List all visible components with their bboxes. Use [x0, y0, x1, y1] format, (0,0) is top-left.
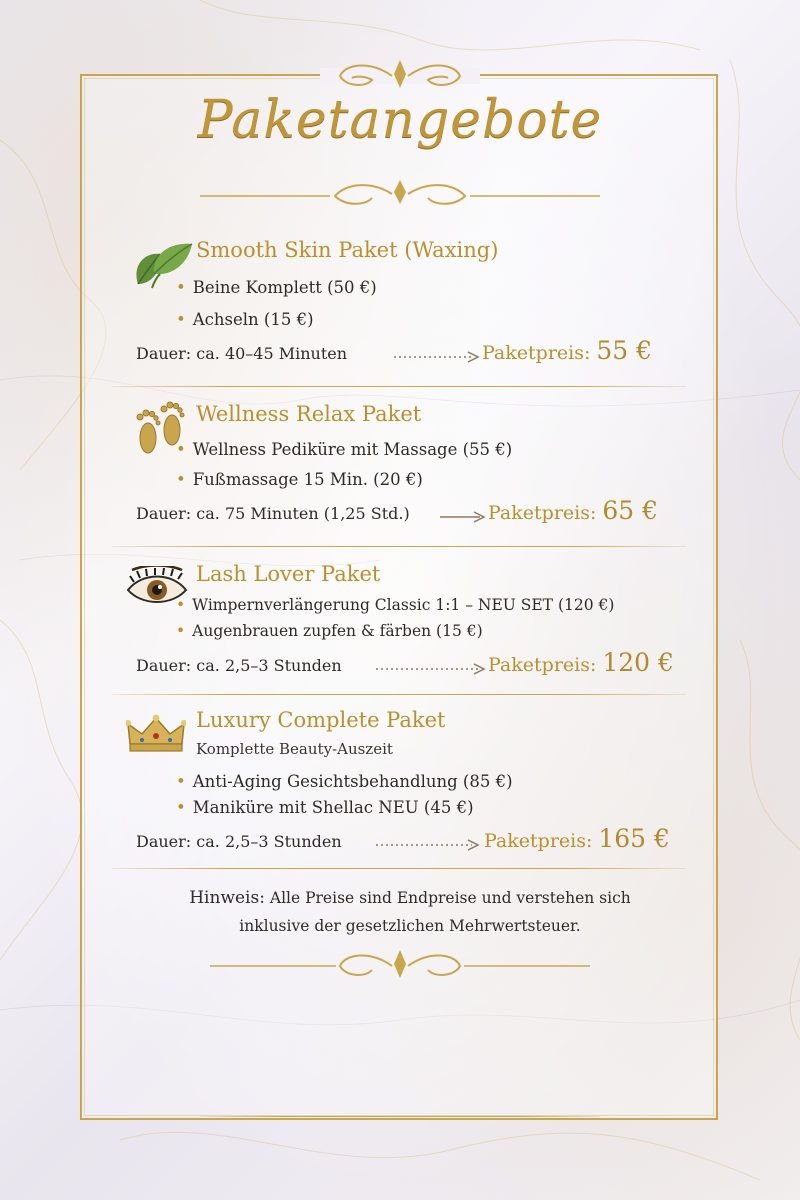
package-price: Paketpreis: 165 € [484, 824, 670, 853]
list-item: • Fußmassage 15 Min. (20 €) [176, 470, 423, 489]
package-price: Paketpreis: 65 € [488, 496, 659, 525]
list-item: • Wellness Pediküre mit Massage (55 €) [176, 440, 513, 459]
package-luxury-complete [130, 706, 690, 866]
package-subtitle: Komplette Beauty-Auszeit [196, 740, 393, 758]
arrow-icon [394, 350, 480, 364]
package-title: Luxury Complete Paket [196, 708, 446, 732]
section-divider [112, 386, 686, 387]
list-item: • Wimpernverlängerung Classic 1:1 – NEU SET (120 €) [176, 596, 615, 614]
package-price: Paketpreis: 120 € [488, 648, 674, 677]
section-divider [112, 868, 686, 869]
duration-text: Dauer: ca. 2,5–3 Stunden [136, 832, 342, 851]
arrow-icon [376, 838, 480, 852]
package-title: Smooth Skin Paket (Waxing) [196, 238, 499, 262]
package-title: Lash Lover Paket [196, 562, 381, 586]
bottom-divider [200, 1116, 600, 1117]
package-price: Paketpreis: 55 € [482, 336, 653, 365]
title-flourish-ornament [0, 174, 800, 214]
list-item: • Achseln (15 €) [176, 310, 314, 329]
package-lash-lover [130, 558, 690, 690]
duration-text: Dauer: ca. 75 Minuten (1,25 Std.) [136, 504, 410, 523]
package-title: Wellness Relax Paket [196, 402, 422, 426]
package-wellness-relax [130, 398, 690, 538]
duration-text: Dauer: ca. 40–45 Minuten [136, 344, 348, 363]
page-title: Paketangebote [197, 90, 603, 150]
vat-note [130, 884, 690, 940]
list-item: • Augenbrauen zupfen & färben (15 €) [176, 622, 483, 640]
duration-text: Dauer: ca. 2,5–3 Stunden [136, 656, 342, 675]
note-label: Hinweis: [189, 888, 265, 908]
note-line-1: Alle Preise sind Endpreise und verstehen sich [269, 889, 631, 907]
list-item: • Beine Komplett (50 €) [176, 278, 377, 297]
crown-icon [126, 714, 186, 754]
section-divider [112, 546, 686, 547]
arrow-icon [440, 510, 486, 524]
list-item: • Maniküre mit Shellac NEU (45 €) [176, 798, 474, 817]
note-line-2: inklusive der gesetzlichen Mehrwertsteuer. [239, 917, 581, 935]
section-divider [112, 694, 686, 695]
list-item: • Anti-Aging Gesichtsbehandlung (85 €) [176, 772, 513, 791]
arrow-icon [376, 662, 486, 676]
package-smooth-skin [130, 236, 690, 376]
bottom-flourish-ornament [0, 946, 800, 986]
